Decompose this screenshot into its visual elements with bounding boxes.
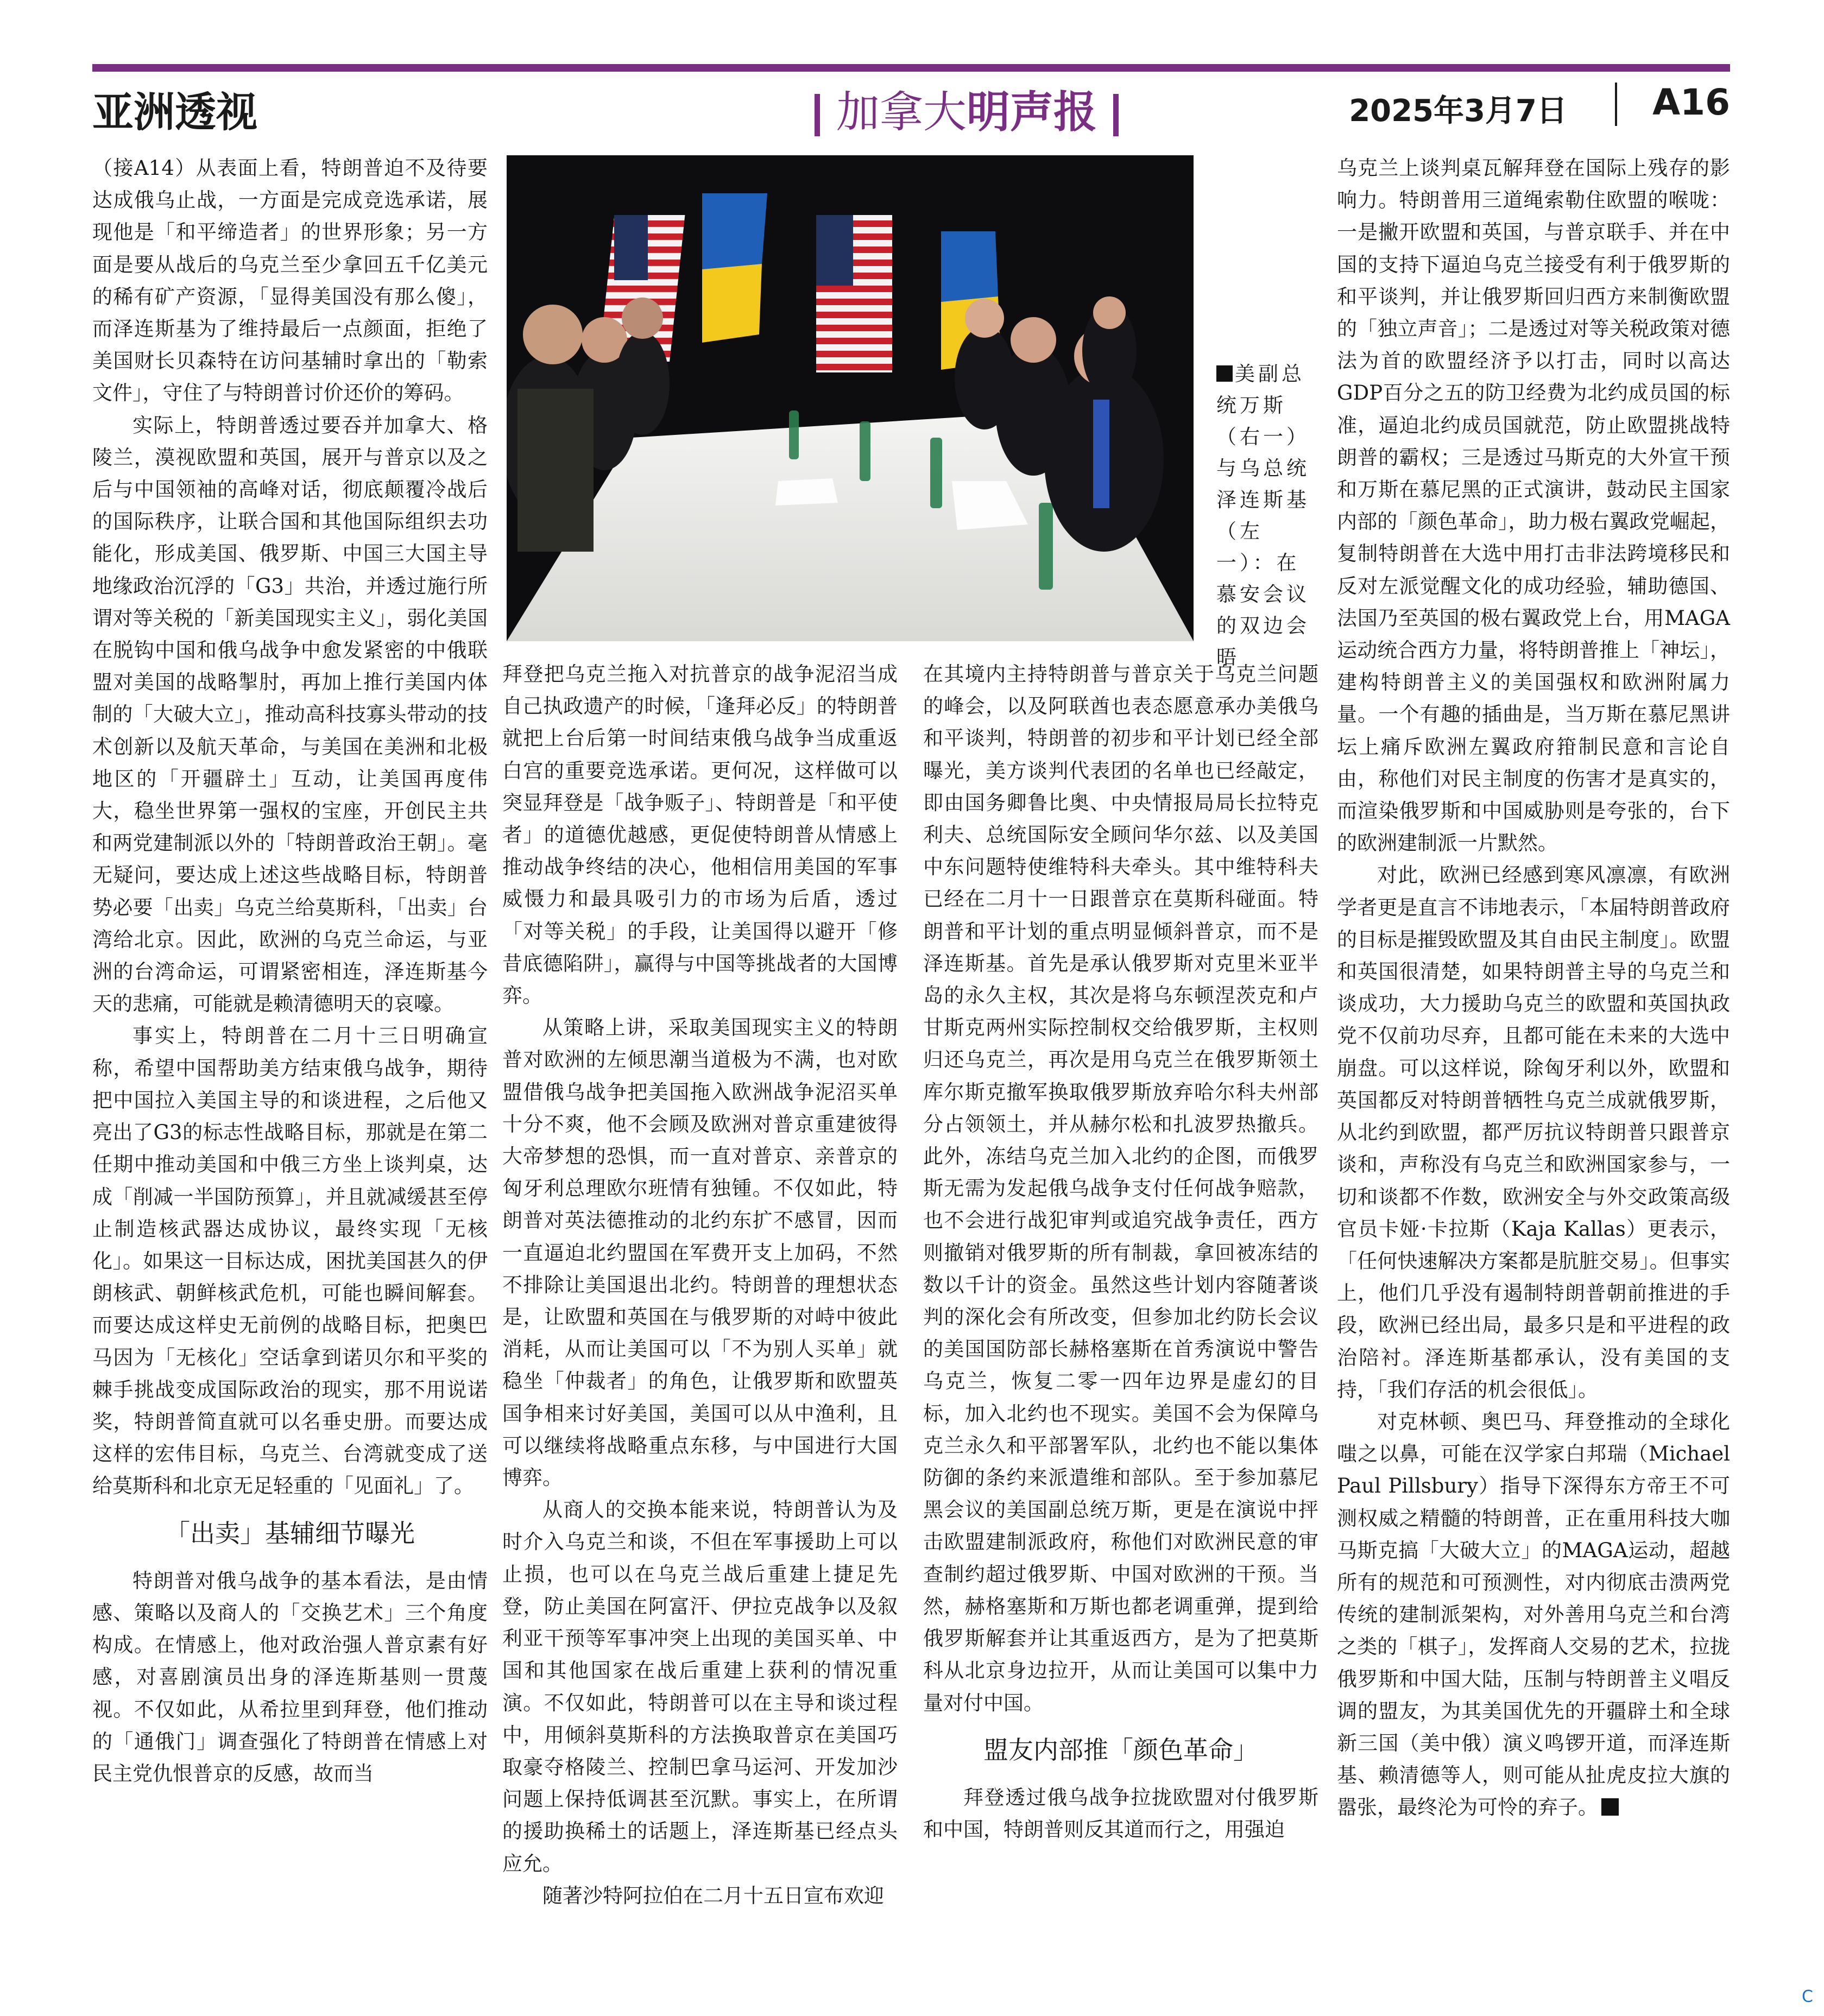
end-mark	[1601, 1798, 1619, 1816]
article-column-4	[1337, 152, 1730, 1824]
subheading: 盟友内部推「颜色革命」	[983, 1735, 1258, 1765]
newspaper-masthead	[744, 77, 1189, 140]
flag-us-2	[816, 215, 892, 372]
paragraph-text: 对克林顿、奥巴马、拜登推动的全球化嗤之以鼻，可能在汉学家白邦瑞（Michael Paul Pillsbury）指导下深得东方帝王不可测权威之精髓的特朗普，正在重用科技大咖马斯克搞「大破大立」的MAGA运动，超越所有的规范和可预测性，对内彻底击溃两党传统的建制派架构，对外善用乌克兰和台湾之类的「棋子」，发挥商人交易的艺术，拉拢俄罗斯和中国大陆，压制与特朗普主义唱反调的盟友，为其美国优先的开疆辟土和全球新三国（美中俄）演义鸣锣开道，而泽连斯基、赖清德等人，则可能从扯虎皮拉大旗的嚣张，最终沦为可怜的弃子。	[1337, 1410, 1730, 1819]
paragraph: 拜登透过俄乌战争拉拢欧盟对付俄罗斯和中国，特朗普则反其道而行之，用强迫	[923, 1785, 1318, 1842]
photo-caption	[1216, 358, 1314, 673]
paragraph: 实际上，特朗普透过要吞并加拿大、格陵兰，漠视欧盟和英国，展开与普京以及之后与中国领袖的高峰对话，彻底颠覆冷战后的国际秩序，让联合国和其他国际组织去功能化，形成美国、俄罗斯、中国三大国主导地缘政治沉浮的「G3」共治，并透过施行所谓对等关税的「新美国现实主义」，弱化美国在脱钩中国和俄乌战争中愈发紧密的中俄联盟对美国的战略掣肘，再加上推行美国内体制的「大破大立」，推动高科技寡头带动的技术创新以及航天革命，与美国在美洲和北极地区的「开疆辟土」互动，让美国再度伟大，稳坐世界第一强权的宝座，开创民主共和两党建制派以外的「特朗普政治王朝」。毫无疑问，要达成上述这些战略目标，特朗普势必要「出卖」乌克兰给莫斯科，「出卖」台湾给北京。因此，欧洲的乌克兰命运，与亚洲的台湾命运，可谓紧密相连，泽连斯基今天的悲痛，可能就是赖清德明天的哀嚎。	[92, 413, 488, 1016]
article-column-1	[92, 152, 488, 1790]
paragraph: 随著沙特阿拉伯在二月十五日宣布欢迎	[542, 1884, 884, 1907]
paragraph: 对此，欧洲已经感到寒风凛凛，有欧洲学者更是直言不讳地表示，「本届特朗普政府的目标是摧毁欧盟及其自由民主制度」。欧盟和英国很清楚，如果特朗普主导的乌克兰和谈成功，大力援助乌克兰的欧盟和英国执政党不仅前功尽弃，且都可能在未来的大选中崩盘。可以这样说，除匈牙利以外，欧盟和英国都反对特朗普牺牲乌克兰成就俄罗斯，从北约到欧盟，都严厉抗议特朗普只跟普京谈和，声称没有乌克兰和欧洲国家参与，一切和谈都不作数，欧洲安全与外交政策高级官员卡娅·卡拉斯（Kaja Kallas）更表示，「任何快速解决方案都是肮脏交易」。但事实上，他们几乎没有遏制特朗普朝前推进的手段，欧洲已经出局，最多只是和平进程的政治陪衬。泽连斯基都承认，没有美国的支持，「我们存活的机会很低」。	[1337, 863, 1730, 1401]
paragraph: 事实上，特朗普在二月十三日明确宣称，希望中国帮助美方结束俄乌战争，期待把中国拉入美国主导的和谈进程，之后他又亮出了G3的标志性战略目标，那就是在第二任期中推动美国和中俄三方坐上谈判桌，达成「削减一半国防预算」，并且就减缓甚至停止制造核武器达成协议，最终实现「无核化」。如果这一目标达成，困扰美国甚久的伊朗核武、朝鲜核武危机，可能也瞬间解套。而要达成这样史无前例的战略目标，把奥巴马因为「无核化」空话拿到诺贝尔和平奖的棘手挑战变成国际政治的现实，那不用说诺奖，特朗普简直就可以名垂史册。而要达成这样的宏伟目标，乌克兰、台湾就变成了送给莫斯科和北京无足轻重的「见面礼」了。	[92, 1024, 488, 1498]
header-divider	[1615, 83, 1617, 126]
masthead-plain: 加拿大	[836, 87, 967, 137]
meeting-photo-illustration	[507, 155, 1194, 641]
meeting-photo	[507, 155, 1194, 641]
paragraph: 从商人的交换本能来说，特朗普认为及时介入乌克兰和谈，不但在军事援助上可以止损，也可以在乌克兰战后重建上捷足先登，防止美国在阿富汗、伊拉克战争以及叙利亚干预等军事冲突上出现的美国买单、中国和其他国家在战后重建上获利的情况重演。不仅如此，特朗普可以在主导和谈过程中，用倾斜莫斯科的方法换取普京在美国巧取豪夺格陵兰、控制巴拿马运河、开发加沙问题上保持低调甚至沉默。事实上，在所谓的援助换稀土的话题上，泽连斯基已经点头应允。	[502, 1498, 898, 1875]
flag-ua-2	[941, 231, 998, 302]
page-number: A16	[1652, 81, 1730, 123]
masthead-bar-left	[815, 94, 820, 136]
paragraph: 特朗普对俄乌战争的基本看法，是由情感、策略以及商人的「交换艺术」三个角度构成。在情感上，他对政治强人普京素有好感，对喜剧演员出身的泽连斯基则一贯蔑视。不仅如此，从希拉里到拜登，他们推动的「通俄门」调查强化了特朗普在情感上对民主党仇恨普京的反感，故而当	[92, 1569, 488, 1785]
paragraph: 拜登把乌克兰拖入对抗普京的战争泥沼当成自己执政遗产的时候，「逢拜必反」的特朗普就把上台后第一时间结束俄乌战争当成重返白宫的重要竞选承诺。更何况，这样做可以突显拜登是「战争贩子」、特朗普是「和平使者」的道德优越感，更促使特朗普从情感上推动战争终结的决心，他相信用美国的军事威慑力和最具吸引力的市场为后盾，透过「对等关税」的手段，让美国得以避开「修昔底德陷阱」，赢得与中国等挑战者的大国博弈。	[502, 662, 898, 1008]
paragraph: 从策略上讲，采取美国现实主义的特朗普对欧洲的左倾思潮当道极为不满，也对欧盟借俄乌战争把美国拖入欧洲战争泥沼买单十分不爽，他不会顾及欧洲对普京重建彼得大帝梦想的恐惧，而一直对普京、亲普京的匈牙利总理欧尔班情有独锺。不仅如此，特朗普对英法德推动的北约东扩不感冒，因而一直逼迫北约盟国在军费开支上加码，不然不排除让美国退出北约。特朗普的理想状态是，让欧盟和英国在与俄罗斯的对峙中彼此消耗，从而让美国可以「不为别人买单」就稳坐「仲裁者」的角色，让俄罗斯和欧盟英国争相来讨好美国，美国可以从中渔利，且可以继续将战略重点东移，与中国进行大国博弈。	[502, 1016, 898, 1490]
page-header	[92, 77, 1730, 137]
masthead-bar-right	[1113, 94, 1119, 136]
paragraph: 在其境内主持特朗普与普京关于乌克兰问题的峰会，以及阿联酋也表态愿意承办美俄乌和平谈判，特朗普的初步和平计划已经全部曝光，美方谈判代表团的名单也已经敲定，即由国务卿鲁比奥、中央情报局局长拉特克利夫、总统国际安全顾问华尔兹、以及美国中东问题特使维特科夫牵头。其中维特科夫已经在二月十一日跟普京在莫斯科碰面。特朗普和平计划的重点明显倾斜普京，而不是泽连斯基。首先是承认俄罗斯对克里米亚半岛的永久主权，其次是将乌东顿涅茨克和卢甘斯克两州实际控制权交给俄罗斯，主权则归还乌克兰，再次是用乌克兰在俄罗斯领土库尔斯克撤军换取俄罗斯放弃哈尔科夫州部分占领领土，并从赫尔松和扎波罗热撤兵。此外，冻结乌克兰加入北约的企图，而俄罗斯无需为发起俄乌战争支付任何战争赔款，也不会进行战犯审判或追究战争责任，西方则撤销对俄罗斯的所有制裁，拿回被冻结的数以千计的资金。虽然这些计划内容随著谈判的深化会有所改变，但参加北约防长会议的美国国防部长赫格塞斯在首秀演说中警告乌克兰，恢复二零一四年边界是虚幻的目标，加入北约也不现实。美国不会为保障乌克兰永久和平部署军队，北约也不能以集体防御的条约来派遣维和部队。至于参加慕尼黑会议的美国副总统万斯，更是在演说中抨击欧盟建制派政府，称他们对欧洲民意的审查制约超过俄罗斯、中国对欧洲的干预。当然，赫格塞斯和万斯也都老调重弹，提到给俄罗斯解套并让其重返西方，是为了把莫斯科从北京身边拉开，从而让美国可以集中力量对付中国。	[923, 662, 1318, 1715]
corner-mark: C	[1802, 1987, 1813, 2006]
photo-caption-text: 美副总统万斯（右一）与乌总统泽连斯基（左一）：在慕安会议的双边会晤	[1216, 362, 1310, 669]
flag-ua-1	[702, 193, 767, 269]
paragraph	[1337, 1406, 1730, 1824]
subheading: 「出卖」基辅细节曝光	[165, 1518, 415, 1548]
masthead-bold: 明声报	[967, 87, 1097, 137]
caption-bullet	[1216, 365, 1233, 382]
paragraph: 乌克兰上谈判桌瓦解拜登在国际上残存的影响力。特朗普用三道绳索勒住欧盟的喉咙：一是撇开欧盟和英国，与普京联手、并在中国的支持下逼迫乌克兰接受有利于俄罗斯的和平谈判，并让俄罗斯回归西方来制衡欧盟的「独立声音」；二是透过对等关税政策对德法为首的欧盟经济予以打击，同时以高达GDP百分之五的防卫经费为北约成员国的标准，逼迫北约成员国就范，防止欧盟挑战特朗普的霸权；三是透过马斯克的大外宣干预和万斯在慕尼黑的正式演讲，鼓动民主国家内部的「颜色革命」，助力极右翼政党崛起，复制特朗普在大选中用打击非法跨境移民和反对左派觉醒文化的成功经验，辅助德国、法国乃至英国的极右翼政党上台，用MAGA运动统合西方力量，将特朗普推上「神坛」，建构特朗普主义的美国强权和欧洲附属力量。一个有趣的插曲是，当万斯在慕尼黑讲坛上痛斥欧洲左翼政府箝制民意和言论自由，称他们对民主制度的伤害才是真实的，而渲染俄罗斯和中国威胁则是夸张的，台下的欧洲建制派一片默然。	[1337, 156, 1730, 855]
masthead-rule	[92, 64, 1730, 72]
article-column-3	[923, 658, 1318, 1846]
publication-date: 2025年3月7日	[1349, 93, 1567, 129]
section-title: 亚洲透视	[92, 88, 257, 136]
paragraph: （接A14）从表面上看，特朗普迫不及待要达成俄乌止战，一方面是完成竞选承诺，展现他是「和平缔造者」的世界形象；另一方面是要从战后的乌克兰至少拿回五千亿美元的稀有矿产资源，「显得美国没有那么傻」，而泽连斯基为了维持最后一点颜面，拒绝了美国财长贝森特在访问基辅时拿出的「勒索文件」，守住了与特朗普讨价还价的筹码。	[92, 156, 488, 405]
article-column-2	[502, 658, 898, 1912]
